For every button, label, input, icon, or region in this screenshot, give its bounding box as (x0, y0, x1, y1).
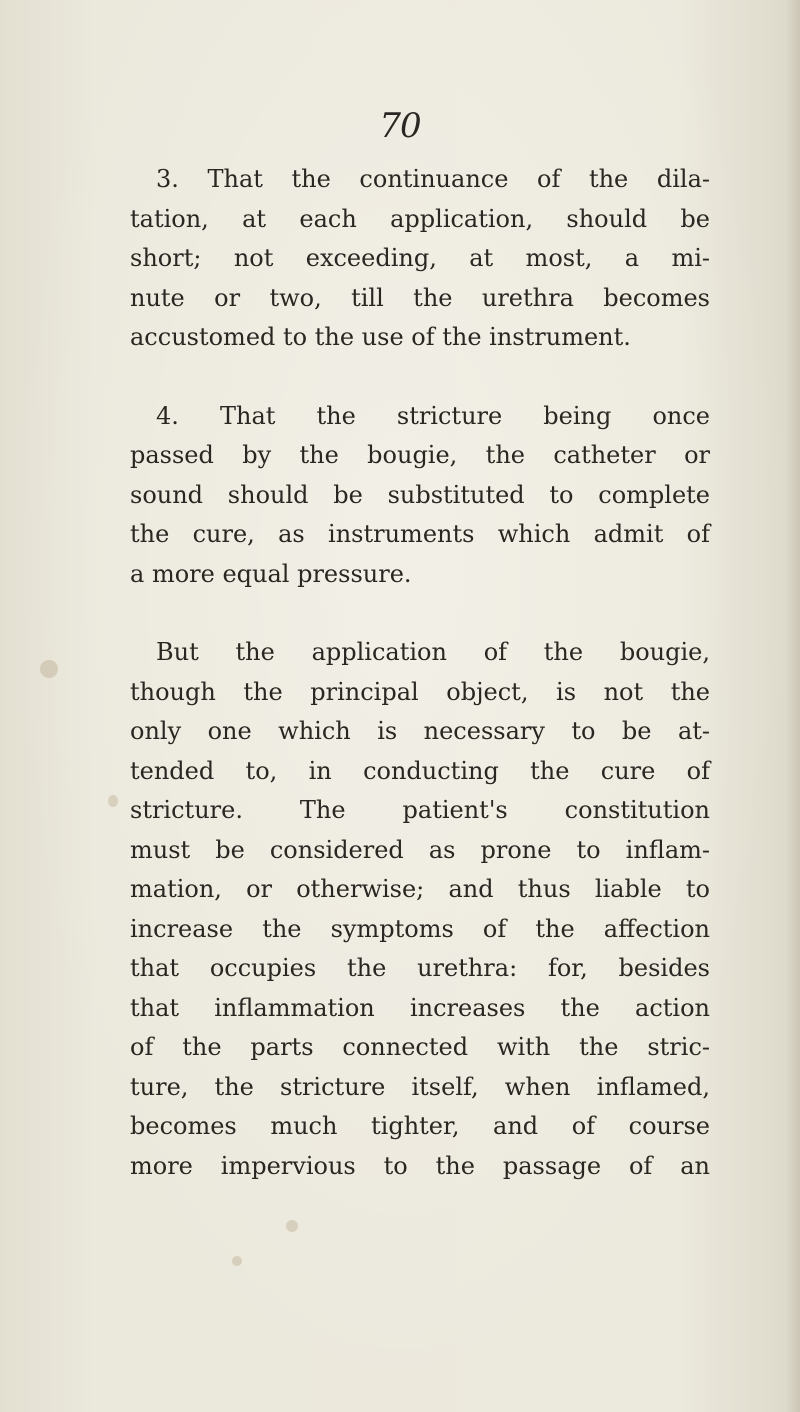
paragraph-item-4 (130, 397, 710, 595)
text-line: 3. That the continuance of the dila- (156, 165, 710, 193)
page-edge-shadow (786, 0, 800, 1412)
text-line: ture, the stricture itself, when inflamed, (130, 1072, 710, 1101)
text-line: only one which is necessary to be at- (130, 717, 710, 745)
text-line: that occupies the urethra: for, besides (130, 954, 710, 982)
body-text (130, 160, 710, 1186)
foxing-spot (108, 795, 118, 807)
text-line: 4. That the stricture being once (156, 401, 710, 430)
text-line: But the application of the bougie, (156, 638, 710, 666)
foxing-spot (40, 660, 58, 678)
text-line: a more equal pressure. (130, 559, 412, 588)
text-line: tation, at each application, should be (130, 204, 710, 233)
foxing-spot (232, 1256, 242, 1266)
text-line: stricture. The patient's constitution (130, 796, 710, 824)
text-line: tended to, in conducting the cure of (130, 756, 710, 785)
text-line: the cure, as instruments which admit of (130, 520, 710, 548)
paragraph-gap (130, 594, 710, 633)
text-line: that inflammation increases the action (130, 993, 710, 1022)
page-number: 70 (379, 106, 421, 146)
text-line: increase the symptoms of the affection (130, 914, 710, 943)
text-line: more impervious to the passage of an (130, 1151, 710, 1180)
text-line: passed by the bougie, the catheter or (130, 441, 710, 469)
text-line: sound should be substituted to complete (130, 480, 710, 509)
text-line: short; not exceeding, at most, a mi- (130, 244, 710, 272)
paragraph-gap (130, 358, 710, 397)
text-line: must be considered as prone to inflam- (130, 835, 710, 864)
paragraph-bougie-application (130, 633, 710, 1186)
foxing-spot (286, 1220, 298, 1232)
text-line: mation, or otherwise; and thus liable to (130, 875, 710, 903)
text-line: though the principal object, is not the (130, 677, 710, 706)
paragraph-item-3 (130, 160, 710, 358)
text-line: nute or two, till the urethra becomes (130, 283, 710, 312)
text-line: becomes much tighter, and of course (130, 1112, 710, 1140)
text-line: accustomed to the use of the instrument. (130, 323, 631, 351)
text-line: of the parts connected with the stric- (130, 1033, 710, 1061)
